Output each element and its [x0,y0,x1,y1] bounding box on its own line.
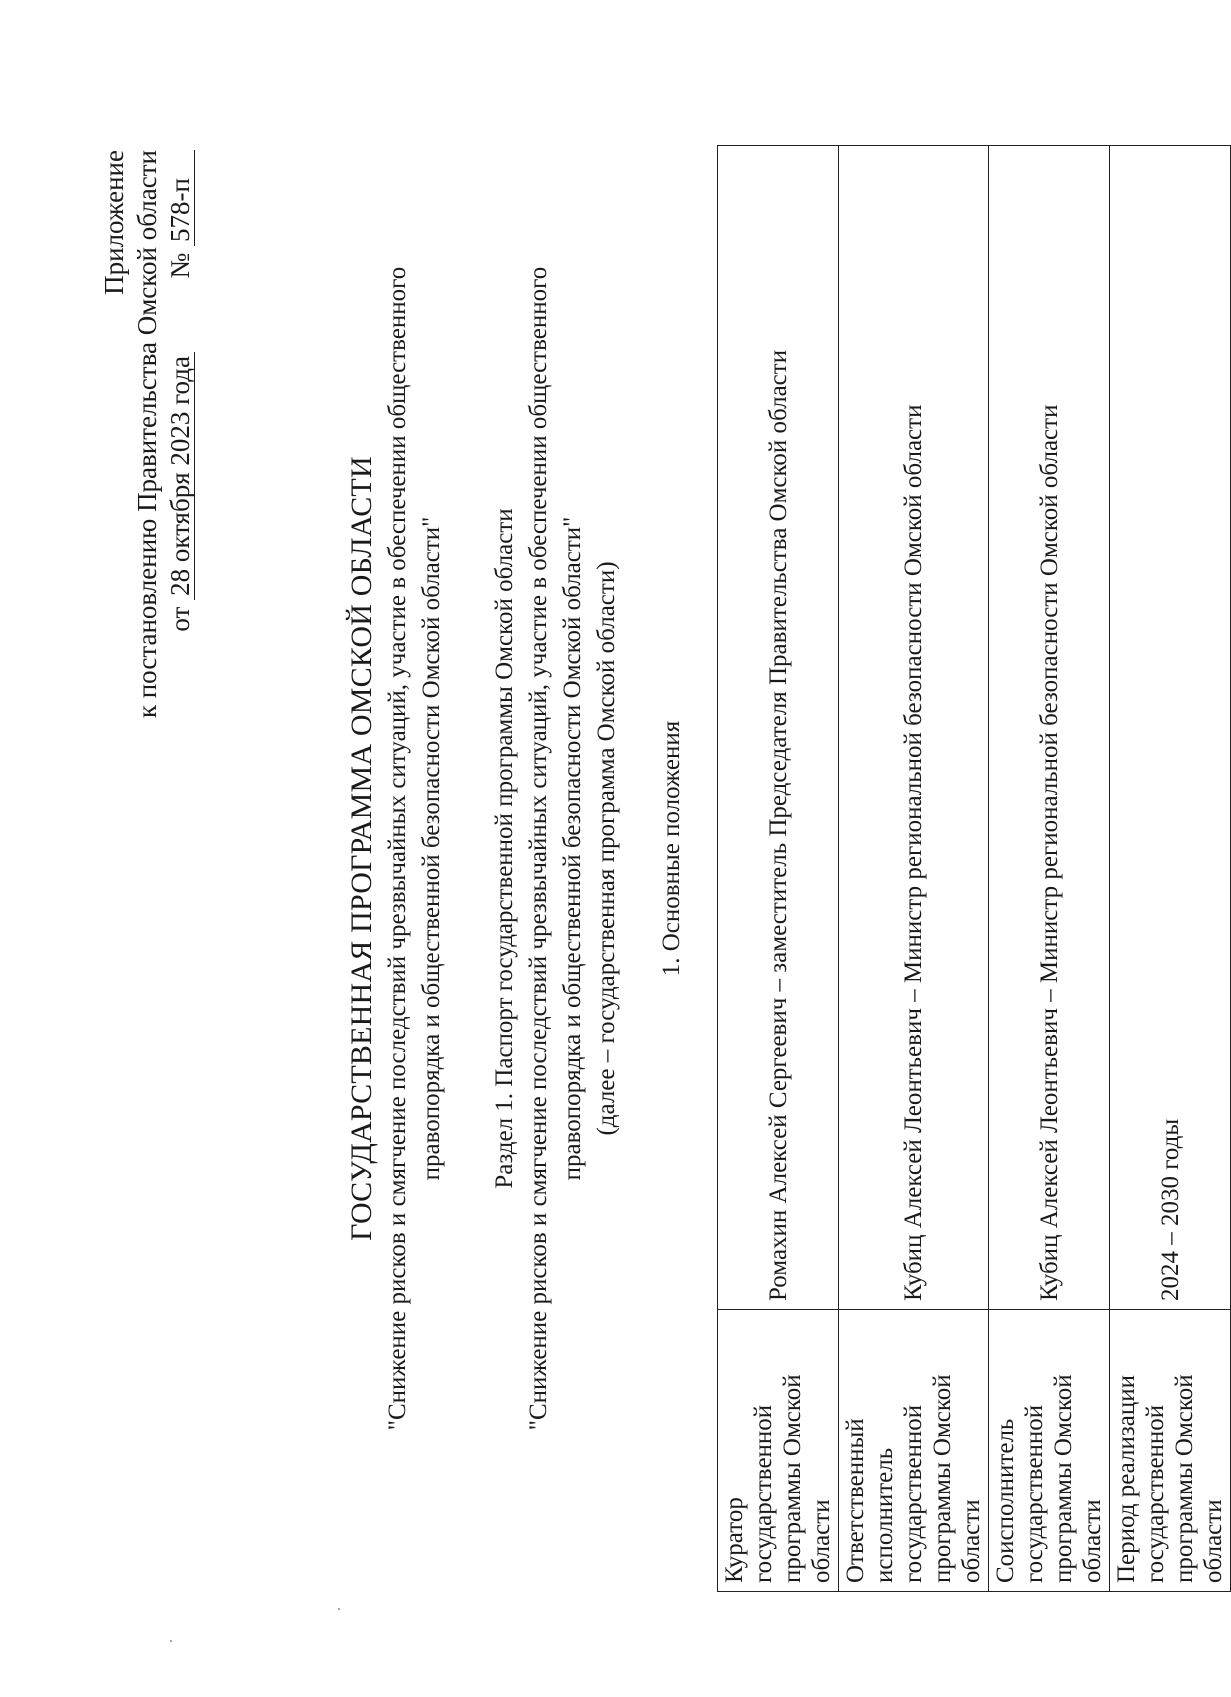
resolution-date: 28 октября 2023 года [166,352,195,600]
resolution-number: 578-п [166,150,195,246]
table-row [1110,146,1231,1592]
date-prefix: от [165,606,195,632]
table-row [989,146,1110,1592]
program-subtitle-line: "Снижение рисков и смягчение последствий чрезвычайных ситуаций, участие в обеспечении общественного [384,266,411,1431]
row-label: Период реализации государственной программы Омской области [1110,1310,1231,1592]
number-prefix: № [165,252,195,279]
row-value: Кубиц Алексей Леонтьевич – Министр региональной безопасности Омской области [989,146,1110,1310]
appendix-header [98,150,197,718]
section-line: правопорядка и общественной безопасности Омской области" [559,516,586,1181]
program-subtitle-line: правопорядка и общественной безопасности Омской области" [418,516,445,1181]
program-subtitle [381,0,449,1697]
section-heading [488,0,624,1697]
row-value: Ромахин Алексей Сергеевич – заместитель Председателя Правительства Омской области [718,146,839,1310]
section-title: Раздел 1. Паспорт государственной программы Омской области [491,508,518,1189]
program-title: ГОСУДАРСТВЕННАЯ ПРОГРАММА ОМСКОЙ ОБЛАСТИ [345,456,378,1241]
scan-speck [170,1640,172,1642]
section-line: "Снижение рисков и смягчение последствий чрезвычайных ситуаций, участие в обеспечении общественного [525,266,552,1431]
appendix-date-number [164,150,197,718]
row-label: Куратор государственной программы Омской области [718,1310,839,1592]
table-row [718,146,839,1592]
passport-table [717,145,1231,1592]
basic-provisions-heading: 1. Основные положения [658,720,685,977]
appendix-resolution: к постановлению Правительства Омской области [132,150,162,719]
section-note: (далее – государственная программа Омской области) [593,561,620,1136]
appendix-title: Приложение [99,150,129,295]
row-label: Ответственный исполнитель государственной программы Омской области [839,1310,989,1592]
row-value: 2024 – 2030 годы [1110,146,1231,1310]
row-value: Кубиц Алексей Леонтьевич – Министр региональной безопасности Омской области [839,146,989,1310]
scan-speck [338,1608,340,1610]
table-row [839,146,989,1592]
row-label: Соисполнитель государственной программы Омской области [989,1310,1110,1592]
